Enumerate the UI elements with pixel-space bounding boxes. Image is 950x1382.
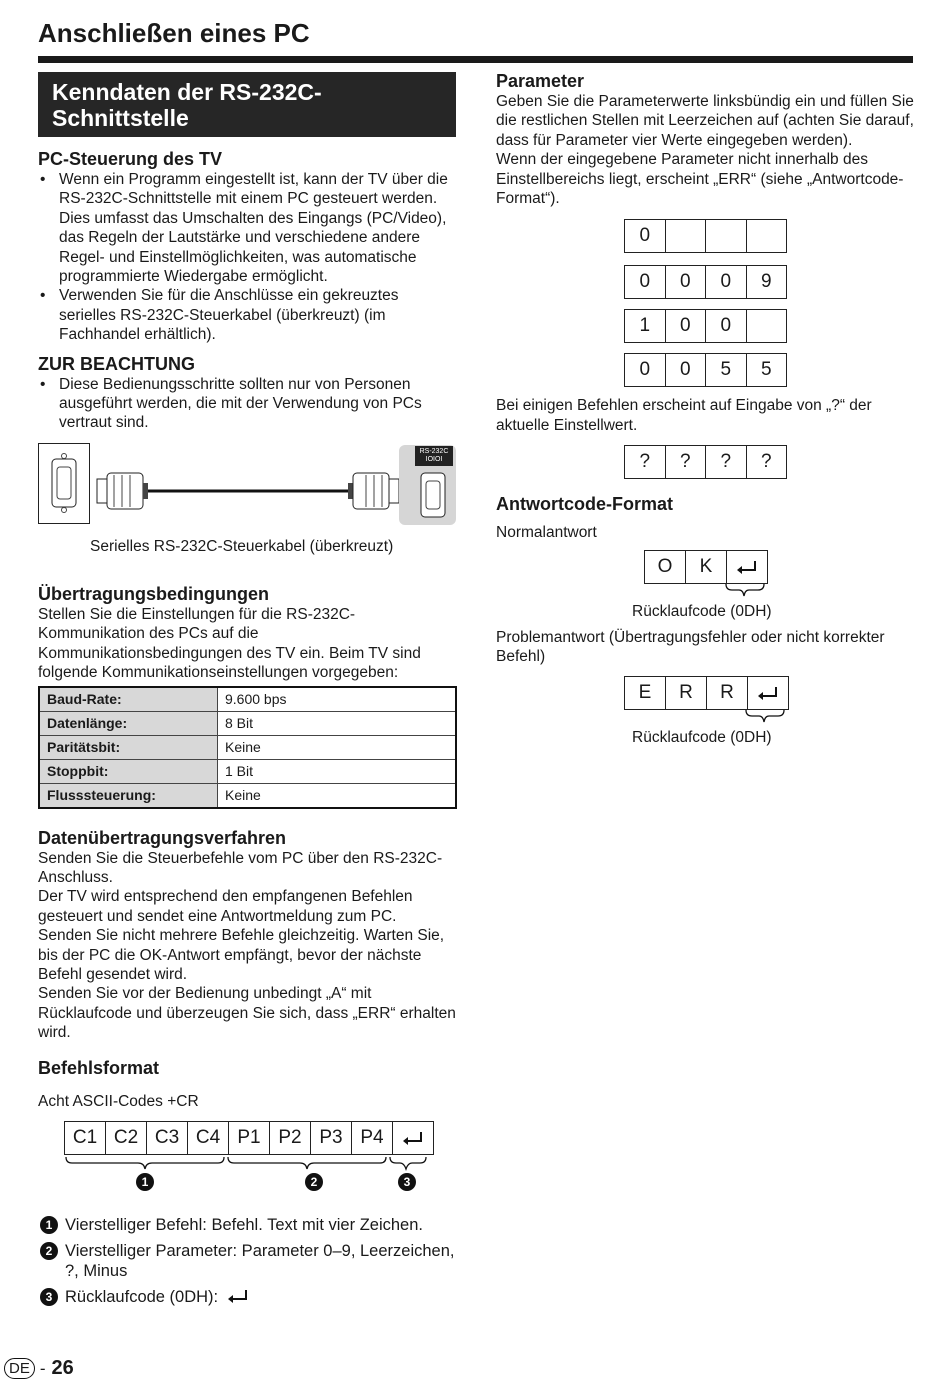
footnote-text: Vierstelliger Parameter: Parameter 0–9, Leerzeichen, ?, Minus [65,1241,455,1280]
parameter-examples [624,219,916,387]
return-code-bracket [624,676,824,726]
response-cell: K [686,551,727,583]
command-cell: C2 [106,1122,147,1154]
marker-2: 2 [310,1174,318,1189]
table-key: Datenlänge: [39,711,218,735]
footnote-number: 2 [40,1242,58,1260]
pc-control-list [38,170,458,345]
command-cell: C1 [65,1122,106,1154]
parameter-paragraph: Wenn der eingegebene Parameter nicht innerhalb des Einstellbereichs liegt, erscheint „ERR“ (siehe „Antwortcode-Format“). [496,151,904,208]
procedure-paragraph: Der TV wird entsprechend den empfangenen Befehlen gesteuert und sendet eine Antwortmeldung zum PC. [38,888,413,925]
table-value: 9.600 bps [218,687,457,712]
parameter-cell: 9 [760,271,772,293]
table-key: Baud-Rate: [39,687,218,712]
table-row [39,735,456,759]
procedure-paragraph: Senden Sie die Steuerbefehle vom PC über den RS-232C-Anschluss. [38,849,443,886]
parameter-example-row [624,353,787,387]
language-badge: DE [4,1358,35,1379]
settings-table [38,686,457,809]
command-format-subtitle: Acht ASCII-Codes +CR [38,1092,199,1110]
table-key: Paritätsbit: [39,735,218,759]
list-item: • Wenn ein Programm eingestellt ist, kann der TV über die RS-232C-Schnittstelle mit einem PC gesteuert werden. Dies umfasst das Umschalten des Eingangs (PC/Video), das Regeln der Lautstärke und verschiedene andere Regel- und Einstellmöglichkeiten, was automatische programmierte Wiedergabe ermöglicht. [38,170,458,286]
query-cell: ? [706,446,747,478]
table-row [39,711,456,735]
list-item: • Verwenden Sie für die Anschlüsse ein gekreuztes serielles RS-232C-Steuerkabel (überkreuzt) (im Fachhandel erhältlich). [38,286,458,344]
footnote-text: Vierstelliger Befehl: Befehl. Text mit vier Zeichen. [65,1215,423,1234]
parameter-cell: 5 [760,359,772,381]
parameter-cell [747,310,787,342]
table-row [39,783,456,808]
response-cell: R [707,677,748,709]
footer-separator: - [39,1358,46,1378]
page-footer [4,1357,74,1380]
procedure-paragraph: Senden Sie nicht mehrere Befehle gleichzeitig. Warten Sie, bis der PC die OK-Antwort empfängt, bevor der nächste Befehl gesendet wird. [38,927,445,983]
footnote [38,1241,458,1281]
list-item: • Diese Bedienungsschritte sollten nur von Personen ausgeführt werden, die mit der Verwendung von PCs vertraut sind. [38,375,458,433]
table-value: 8 Bit [218,711,457,735]
parameter-cell: 0 [625,220,666,252]
query-text: Bei einigen Befehlen erscheint auf Eingabe von „?“ der aktuelle Einstellwert. [496,397,872,434]
note-list [38,375,458,433]
query-cell: ? [625,446,666,478]
return-code-label: Rücklaufcode (0DH) [632,602,772,620]
parameter-example-row [624,265,787,299]
parameter-cell [706,220,747,252]
right-column [496,70,916,747]
parameter-paragraph: Geben Sie die Parameterwerte linksbündig ein und füllen Sie die restlichen Stellen mit Leerzeichen auf (achten Sie darauf, dass für Parameter vier Werte eingegeben werden). [496,93,914,149]
cable-caption: Serielles RS-232C-Steuerkabel (überkreuzt) [90,537,394,555]
marker-1: 1 [141,1174,149,1189]
response-cell: R [666,677,707,709]
footnote-number: 3 [40,1288,58,1306]
cable-diagram [38,443,458,535]
return-code-label: Rücklaufcode (0DH) [632,729,772,747]
parameter-heading: Parameter [496,71,585,91]
parameter-cell: 0 [706,266,747,298]
parameter-cell [747,220,787,252]
rs232c-port-label [415,448,453,464]
parameter-cell: 0 [625,354,666,386]
footnote [38,1215,458,1235]
parameter-cell: 0 [666,266,707,298]
parameter-cell: 0 [706,310,747,342]
parameter-example-row [624,309,787,343]
table-row [39,687,456,712]
command-cell: C3 [147,1122,188,1154]
parameter-cell: 0 [666,310,707,342]
command-format-diagram [64,1121,464,1201]
command-cell: P3 [311,1122,352,1154]
table-key: Stoppbit: [39,759,218,783]
port-label-line-1: RS-232C [419,447,449,455]
query-cell: ? [666,446,707,478]
parameter-cell: 0 [666,354,707,386]
table-value: Keine [218,735,457,759]
command-cell: C4 [188,1122,229,1154]
table-row [39,759,456,783]
footnote [38,1287,458,1307]
return-arrow-icon [226,1289,250,1303]
port-label-line-2: IOIOI [425,455,443,463]
command-cell: P2 [270,1122,311,1154]
response-cell: E [625,677,666,709]
command-format-heading: Befehlsformat [38,1057,160,1078]
procedure-heading: Datenübertragungsverfahren [38,827,287,848]
transmission-text: Stellen Sie die Einstellungen für die RS-232C-Kommunikation des PCs auf die Kommunikationsbedingungen des TV ein. Beim TV sind folgende Kommunikationseinstellungen vorgegeben: [38,605,421,682]
normal-response-diagram [644,550,844,600]
left-column [38,72,458,1307]
parameter-cell: 5 [706,354,747,386]
footnotes [38,1215,458,1307]
section-title-line-2: Schnittstelle [52,105,189,131]
return-code-bracket [644,550,844,600]
problem-response-diagram [624,676,824,726]
cable-illustration [38,443,458,535]
table-key: Flusssteuerung: [39,783,218,808]
parameter-cell [666,220,707,252]
response-cell: O [645,551,686,583]
page-title: Anschließen eines PC [38,18,310,48]
command-cell: P4 [352,1122,393,1154]
note-heading: ZUR BEACHTUNG [38,353,195,374]
normal-response-label: Normalantwort [496,524,597,542]
transmission-heading: Übertragungsbedingungen [38,583,269,604]
procedure-paragraph: Senden Sie vor der Bedienung unbedingt „A“ mit Rücklaufcode und überzeugen Sie sich, dass „ERR“ erhalten wird. [38,985,456,1042]
parameter-cell: 1 [625,310,666,342]
footnote-number: 1 [40,1216,58,1234]
section-title-box [38,72,456,137]
marker-3: 3 [403,1174,411,1189]
parameter-example-row [624,219,787,253]
command-cell: P1 [229,1122,270,1154]
section-title-line-1: Kenndaten der RS-232C- [52,79,322,105]
table-value: Keine [218,783,457,808]
query-cells [624,445,787,479]
title-rule [38,56,913,63]
pc-control-heading: PC-Steuerung des TV [38,149,223,169]
parameter-cell: 0 [625,266,666,298]
page-number: 26 [51,1357,74,1379]
query-cell: ? [760,451,772,473]
table-value: 1 Bit [218,759,457,783]
problem-response-label: Problemantwort (Übertragungsfehler oder nicht korrekter Befehl) [496,628,885,666]
footnote-text: Rücklaufcode (0DH): [65,1287,219,1306]
response-heading: Antwortcode-Format [496,494,673,515]
